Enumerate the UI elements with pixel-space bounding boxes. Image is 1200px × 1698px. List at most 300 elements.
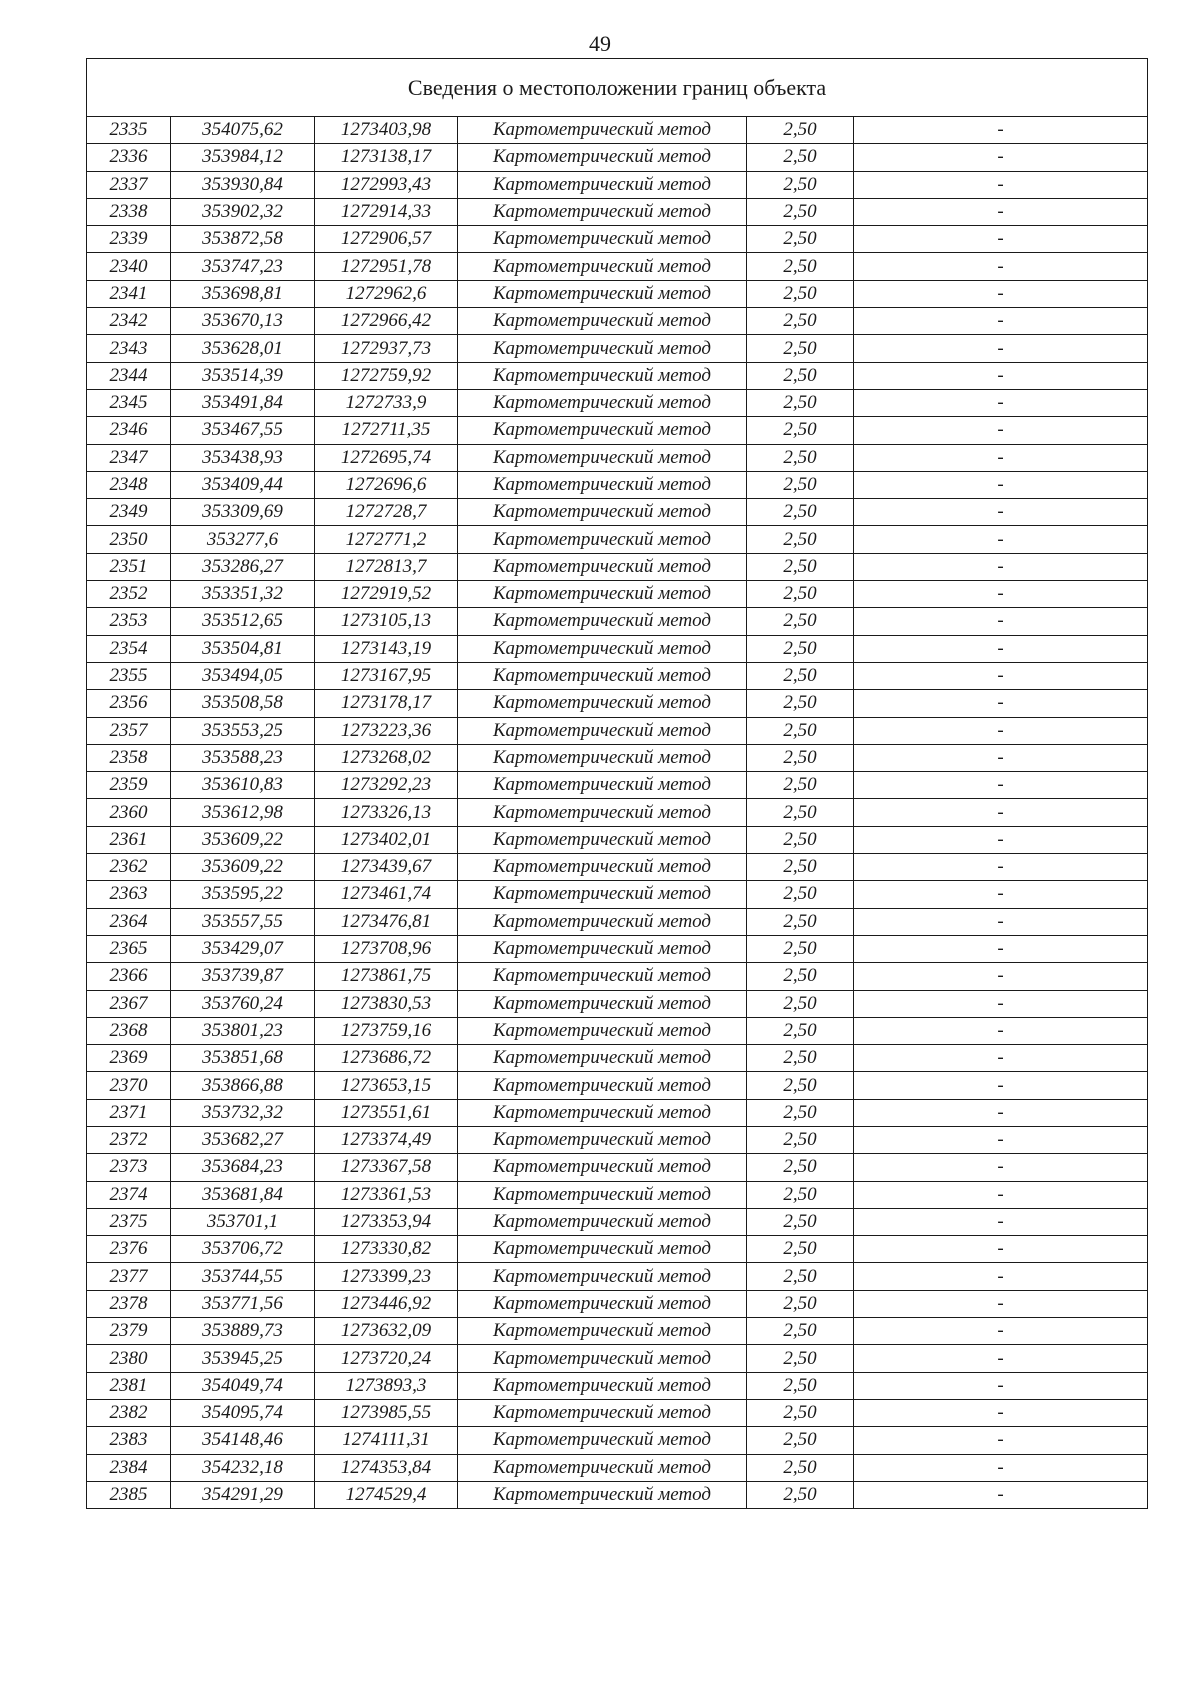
y-coordinate-cell: 1273367,58 [315, 1154, 458, 1181]
x-coordinate-cell: 353609,22 [171, 826, 315, 853]
point-number-cell: 2346 [87, 417, 171, 444]
description-cell: - [854, 1290, 1148, 1317]
description-cell: - [854, 1099, 1148, 1126]
accuracy-cell: 2,50 [747, 1454, 854, 1481]
point-number-cell: 2343 [87, 335, 171, 362]
accuracy-cell: 2,50 [747, 1372, 854, 1399]
table-row [87, 444, 1148, 471]
description-cell: - [854, 662, 1148, 689]
accuracy-cell: 2,50 [747, 1236, 854, 1263]
x-coordinate-cell: 353588,23 [171, 744, 315, 771]
accuracy-cell: 2,50 [747, 1045, 854, 1072]
description-cell: - [854, 117, 1148, 144]
description-cell: - [854, 144, 1148, 171]
point-number-cell: 2370 [87, 1072, 171, 1099]
point-number-cell: 2344 [87, 362, 171, 389]
description-cell: - [854, 444, 1148, 471]
method-cell: Картометрический метод [458, 581, 747, 608]
table-row [87, 1481, 1148, 1508]
y-coordinate-cell: 1272914,33 [315, 198, 458, 225]
x-coordinate-cell: 353698,81 [171, 280, 315, 307]
table-row [87, 772, 1148, 799]
accuracy-cell: 2,50 [747, 908, 854, 935]
y-coordinate-cell: 1272962,6 [315, 280, 458, 307]
table-row [87, 253, 1148, 280]
accuracy-cell: 2,50 [747, 389, 854, 416]
table-row [87, 1126, 1148, 1153]
description-cell: - [854, 1154, 1148, 1181]
point-number-cell: 2357 [87, 717, 171, 744]
accuracy-cell: 2,50 [747, 499, 854, 526]
description-cell: - [854, 1399, 1148, 1426]
method-cell: Картометрический метод [458, 772, 747, 799]
method-cell: Картометрический метод [458, 1126, 747, 1153]
method-cell: Картометрический метод [458, 1181, 747, 1208]
description-cell: - [854, 389, 1148, 416]
x-coordinate-cell: 353739,87 [171, 963, 315, 990]
x-coordinate-cell: 353610,83 [171, 772, 315, 799]
accuracy-cell: 2,50 [747, 635, 854, 662]
description-cell: - [854, 935, 1148, 962]
point-number-cell: 2368 [87, 1017, 171, 1044]
table-row [87, 553, 1148, 580]
point-number-cell: 2354 [87, 635, 171, 662]
point-number-cell: 2342 [87, 308, 171, 335]
description-cell: - [854, 171, 1148, 198]
x-coordinate-cell: 353670,13 [171, 308, 315, 335]
description-cell: - [854, 1427, 1148, 1454]
point-number-cell: 2362 [87, 854, 171, 881]
description-cell: - [854, 990, 1148, 1017]
method-cell: Картометрический метод [458, 1045, 747, 1072]
y-coordinate-cell: 1273138,17 [315, 144, 458, 171]
table-row [87, 226, 1148, 253]
y-coordinate-cell: 1273439,67 [315, 854, 458, 881]
point-number-cell: 2385 [87, 1481, 171, 1508]
y-coordinate-cell: 1273551,61 [315, 1099, 458, 1126]
method-cell: Картометрический метод [458, 117, 747, 144]
method-cell: Картометрический метод [458, 826, 747, 853]
point-number-cell: 2381 [87, 1372, 171, 1399]
accuracy-cell: 2,50 [747, 1345, 854, 1372]
method-cell: Картометрический метод [458, 553, 747, 580]
accuracy-cell: 2,50 [747, 608, 854, 635]
table-title: Сведения о местоположении границ объекта [87, 59, 1148, 117]
description-cell: - [854, 1045, 1148, 1072]
method-cell: Картометрический метод [458, 1208, 747, 1235]
y-coordinate-cell: 1273143,19 [315, 635, 458, 662]
method-cell: Картометрический метод [458, 226, 747, 253]
point-number-cell: 2367 [87, 990, 171, 1017]
accuracy-cell: 2,50 [747, 1399, 854, 1426]
y-coordinate-cell: 1272993,43 [315, 171, 458, 198]
method-cell: Картометрический метод [458, 1290, 747, 1317]
page-number: 49 [589, 31, 611, 56]
point-number-cell: 2352 [87, 581, 171, 608]
x-coordinate-cell: 353612,98 [171, 799, 315, 826]
y-coordinate-cell: 1273893,3 [315, 1372, 458, 1399]
x-coordinate-cell: 353467,55 [171, 417, 315, 444]
y-coordinate-cell: 1272771,2 [315, 526, 458, 553]
table-row [87, 1181, 1148, 1208]
y-coordinate-cell: 1273292,23 [315, 772, 458, 799]
method-cell: Картометрический метод [458, 1154, 747, 1181]
x-coordinate-cell: 353508,58 [171, 690, 315, 717]
x-coordinate-cell: 354291,29 [171, 1481, 315, 1508]
accuracy-cell: 2,50 [747, 1181, 854, 1208]
point-number-cell: 2369 [87, 1045, 171, 1072]
accuracy-cell: 2,50 [747, 280, 854, 307]
method-cell: Картометрический метод [458, 1481, 747, 1508]
table-row [87, 198, 1148, 225]
table-row [87, 908, 1148, 935]
description-cell: - [854, 335, 1148, 362]
table-row [87, 280, 1148, 307]
y-coordinate-cell: 1272937,73 [315, 335, 458, 362]
description-cell: - [854, 908, 1148, 935]
y-coordinate-cell: 1273361,53 [315, 1181, 458, 1208]
x-coordinate-cell: 353744,55 [171, 1263, 315, 1290]
description-cell: - [854, 362, 1148, 389]
point-number-cell: 2341 [87, 280, 171, 307]
y-coordinate-cell: 1272728,7 [315, 499, 458, 526]
point-number-cell: 2380 [87, 1345, 171, 1372]
table-row [87, 1263, 1148, 1290]
x-coordinate-cell: 353732,32 [171, 1099, 315, 1126]
point-number-cell: 2353 [87, 608, 171, 635]
accuracy-cell: 2,50 [747, 308, 854, 335]
x-coordinate-cell: 353771,56 [171, 1290, 315, 1317]
table-row [87, 1236, 1148, 1263]
description-cell: - [854, 772, 1148, 799]
method-cell: Картометрический метод [458, 1236, 747, 1263]
method-cell: Картометрический метод [458, 308, 747, 335]
table-row [87, 990, 1148, 1017]
description-cell: - [854, 744, 1148, 771]
point-number-cell: 2359 [87, 772, 171, 799]
description-cell: - [854, 881, 1148, 908]
accuracy-cell: 2,50 [747, 471, 854, 498]
accuracy-cell: 2,50 [747, 1126, 854, 1153]
point-number-cell: 2384 [87, 1454, 171, 1481]
point-number-cell: 2337 [87, 171, 171, 198]
method-cell: Картометрический метод [458, 963, 747, 990]
table-row [87, 635, 1148, 662]
table-body [87, 117, 1148, 1509]
table-row [87, 744, 1148, 771]
table-row [87, 389, 1148, 416]
accuracy-cell: 2,50 [747, 990, 854, 1017]
boundary-coordinates-table [86, 58, 1148, 1509]
description-cell: - [854, 581, 1148, 608]
point-number-cell: 2350 [87, 526, 171, 553]
accuracy-cell: 2,50 [747, 144, 854, 171]
description-cell: - [854, 471, 1148, 498]
y-coordinate-cell: 1273353,94 [315, 1208, 458, 1235]
y-coordinate-cell: 1273476,81 [315, 908, 458, 935]
accuracy-cell: 2,50 [747, 526, 854, 553]
x-coordinate-cell: 353557,55 [171, 908, 315, 935]
table-row [87, 1045, 1148, 1072]
description-cell: - [854, 198, 1148, 225]
method-cell: Картометрический метод [458, 1427, 747, 1454]
x-coordinate-cell: 353701,1 [171, 1208, 315, 1235]
x-coordinate-cell: 353801,23 [171, 1017, 315, 1044]
accuracy-cell: 2,50 [747, 362, 854, 389]
y-coordinate-cell: 1273105,13 [315, 608, 458, 635]
y-coordinate-cell: 1273446,92 [315, 1290, 458, 1317]
table-row [87, 117, 1148, 144]
accuracy-cell: 2,50 [747, 1427, 854, 1454]
method-cell: Картометрический метод [458, 499, 747, 526]
y-coordinate-cell: 1273461,74 [315, 881, 458, 908]
x-coordinate-cell: 353277,6 [171, 526, 315, 553]
x-coordinate-cell: 353945,25 [171, 1345, 315, 1372]
x-coordinate-cell: 353902,32 [171, 198, 315, 225]
accuracy-cell: 2,50 [747, 335, 854, 362]
method-cell: Картометрический метод [458, 417, 747, 444]
table-row [87, 1154, 1148, 1181]
point-number-cell: 2363 [87, 881, 171, 908]
point-number-cell: 2377 [87, 1263, 171, 1290]
x-coordinate-cell: 353512,65 [171, 608, 315, 635]
point-number-cell: 2340 [87, 253, 171, 280]
y-coordinate-cell: 1274529,4 [315, 1481, 458, 1508]
description-cell: - [854, 1481, 1148, 1508]
accuracy-cell: 2,50 [747, 717, 854, 744]
method-cell: Картометрический метод [458, 389, 747, 416]
table-row [87, 690, 1148, 717]
method-cell: Картометрический метод [458, 253, 747, 280]
accuracy-cell: 2,50 [747, 171, 854, 198]
description-cell: - [854, 799, 1148, 826]
point-number-cell: 2345 [87, 389, 171, 416]
method-cell: Картометрический метод [458, 744, 747, 771]
y-coordinate-cell: 1273985,55 [315, 1399, 458, 1426]
description-cell: - [854, 635, 1148, 662]
y-coordinate-cell: 1273686,72 [315, 1045, 458, 1072]
x-coordinate-cell: 353595,22 [171, 881, 315, 908]
table-row [87, 1372, 1148, 1399]
description-cell: - [854, 226, 1148, 253]
y-coordinate-cell: 1272906,57 [315, 226, 458, 253]
description-cell: - [854, 1345, 1148, 1372]
table-row [87, 1427, 1148, 1454]
point-number-cell: 2371 [87, 1099, 171, 1126]
description-cell: - [854, 826, 1148, 853]
x-coordinate-cell: 354148,46 [171, 1427, 315, 1454]
y-coordinate-cell: 1274353,84 [315, 1454, 458, 1481]
y-coordinate-cell: 1273403,98 [315, 117, 458, 144]
table-row [87, 171, 1148, 198]
method-cell: Картометрический метод [458, 662, 747, 689]
accuracy-cell: 2,50 [747, 1290, 854, 1317]
point-number-cell: 2376 [87, 1236, 171, 1263]
method-cell: Картометрический метод [458, 280, 747, 307]
method-cell: Картометрический метод [458, 1318, 747, 1345]
table-row [87, 1208, 1148, 1235]
table-row [87, 608, 1148, 635]
description-cell: - [854, 1017, 1148, 1044]
table-row [87, 335, 1148, 362]
point-number-cell: 2355 [87, 662, 171, 689]
point-number-cell: 2360 [87, 799, 171, 826]
method-cell: Картометрический метод [458, 1454, 747, 1481]
table-row [87, 144, 1148, 171]
x-coordinate-cell: 353747,23 [171, 253, 315, 280]
table-row [87, 1072, 1148, 1099]
description-cell: - [854, 308, 1148, 335]
method-cell: Картометрический метод [458, 335, 747, 362]
method-cell: Картометрический метод [458, 526, 747, 553]
table-row [87, 881, 1148, 908]
method-cell: Картометрический метод [458, 1399, 747, 1426]
x-coordinate-cell: 353930,84 [171, 171, 315, 198]
method-cell: Картометрический метод [458, 799, 747, 826]
method-cell: Картометрический метод [458, 1099, 747, 1126]
description-cell: - [854, 553, 1148, 580]
x-coordinate-cell: 354049,74 [171, 1372, 315, 1399]
point-number-cell: 2351 [87, 553, 171, 580]
table-row [87, 854, 1148, 881]
method-cell: Картометрический метод [458, 1372, 747, 1399]
y-coordinate-cell: 1274111,31 [315, 1427, 458, 1454]
description-cell: - [854, 690, 1148, 717]
table-row [87, 362, 1148, 389]
table-row [87, 1099, 1148, 1126]
method-cell: Картометрический метод [458, 471, 747, 498]
y-coordinate-cell: 1272711,35 [315, 417, 458, 444]
point-number-cell: 2348 [87, 471, 171, 498]
accuracy-cell: 2,50 [747, 198, 854, 225]
method-cell: Картометрический метод [458, 198, 747, 225]
description-cell: - [854, 280, 1148, 307]
accuracy-cell: 2,50 [747, 854, 854, 881]
y-coordinate-cell: 1272951,78 [315, 253, 458, 280]
method-cell: Картометрический метод [458, 608, 747, 635]
method-cell: Картометрический метод [458, 690, 747, 717]
method-cell: Картометрический метод [458, 854, 747, 881]
method-cell: Картометрический метод [458, 1017, 747, 1044]
accuracy-cell: 2,50 [747, 1208, 854, 1235]
x-coordinate-cell: 353866,88 [171, 1072, 315, 1099]
table-row [87, 1017, 1148, 1044]
point-number-cell: 2365 [87, 935, 171, 962]
x-coordinate-cell: 353609,22 [171, 854, 315, 881]
description-cell: - [854, 499, 1148, 526]
y-coordinate-cell: 1272813,7 [315, 553, 458, 580]
point-number-cell: 2364 [87, 908, 171, 935]
method-cell: Картометрический метод [458, 635, 747, 662]
x-coordinate-cell: 353309,69 [171, 499, 315, 526]
method-cell: Картометрический метод [458, 362, 747, 389]
table-row [87, 526, 1148, 553]
point-number-cell: 2372 [87, 1126, 171, 1153]
table-row [87, 826, 1148, 853]
point-number-cell: 2383 [87, 1427, 171, 1454]
y-coordinate-cell: 1273653,15 [315, 1072, 458, 1099]
x-coordinate-cell: 353438,93 [171, 444, 315, 471]
table-row [87, 1290, 1148, 1317]
accuracy-cell: 2,50 [747, 1318, 854, 1345]
method-cell: Картометрический метод [458, 717, 747, 744]
description-cell: - [854, 1072, 1148, 1099]
point-number-cell: 2374 [87, 1181, 171, 1208]
x-coordinate-cell: 353514,39 [171, 362, 315, 389]
y-coordinate-cell: 1273861,75 [315, 963, 458, 990]
accuracy-cell: 2,50 [747, 226, 854, 253]
point-number-cell: 2356 [87, 690, 171, 717]
accuracy-cell: 2,50 [747, 444, 854, 471]
accuracy-cell: 2,50 [747, 1017, 854, 1044]
description-cell: - [854, 1372, 1148, 1399]
table-row [87, 662, 1148, 689]
description-cell: - [854, 1126, 1148, 1153]
y-coordinate-cell: 1273167,95 [315, 662, 458, 689]
table-row [87, 1345, 1148, 1372]
method-cell: Картометрический метод [458, 935, 747, 962]
accuracy-cell: 2,50 [747, 253, 854, 280]
description-cell: - [854, 717, 1148, 744]
point-number-cell: 2338 [87, 198, 171, 225]
x-coordinate-cell: 353504,81 [171, 635, 315, 662]
x-coordinate-cell: 353889,73 [171, 1318, 315, 1345]
x-coordinate-cell: 353286,27 [171, 553, 315, 580]
table-row [87, 308, 1148, 335]
y-coordinate-cell: 1272696,6 [315, 471, 458, 498]
description-cell: - [854, 1318, 1148, 1345]
description-cell: - [854, 963, 1148, 990]
y-coordinate-cell: 1273326,13 [315, 799, 458, 826]
y-coordinate-cell: 1272759,92 [315, 362, 458, 389]
y-coordinate-cell: 1273830,53 [315, 990, 458, 1017]
accuracy-cell: 2,50 [747, 799, 854, 826]
description-cell: - [854, 608, 1148, 635]
accuracy-cell: 2,50 [747, 690, 854, 717]
accuracy-cell: 2,50 [747, 1099, 854, 1126]
description-cell: - [854, 1236, 1148, 1263]
description-cell: - [854, 253, 1148, 280]
y-coordinate-cell: 1273708,96 [315, 935, 458, 962]
accuracy-cell: 2,50 [747, 935, 854, 962]
accuracy-cell: 2,50 [747, 662, 854, 689]
description-cell: - [854, 526, 1148, 553]
method-cell: Картометрический метод [458, 990, 747, 1017]
x-coordinate-cell: 353553,25 [171, 717, 315, 744]
table-row [87, 471, 1148, 498]
point-number-cell: 2379 [87, 1318, 171, 1345]
accuracy-cell: 2,50 [747, 117, 854, 144]
accuracy-cell: 2,50 [747, 1263, 854, 1290]
accuracy-cell: 2,50 [747, 826, 854, 853]
accuracy-cell: 2,50 [747, 772, 854, 799]
table-row [87, 963, 1148, 990]
y-coordinate-cell: 1273178,17 [315, 690, 458, 717]
table-title-row [87, 59, 1148, 117]
point-number-cell: 2347 [87, 444, 171, 471]
table-row [87, 581, 1148, 608]
x-coordinate-cell: 353851,68 [171, 1045, 315, 1072]
description-cell: - [854, 1454, 1148, 1481]
table-row [87, 717, 1148, 744]
accuracy-cell: 2,50 [747, 581, 854, 608]
point-number-cell: 2366 [87, 963, 171, 990]
x-coordinate-cell: 353681,84 [171, 1181, 315, 1208]
y-coordinate-cell: 1273330,82 [315, 1236, 458, 1263]
x-coordinate-cell: 353351,32 [171, 581, 315, 608]
accuracy-cell: 2,50 [747, 553, 854, 580]
description-cell: - [854, 854, 1148, 881]
